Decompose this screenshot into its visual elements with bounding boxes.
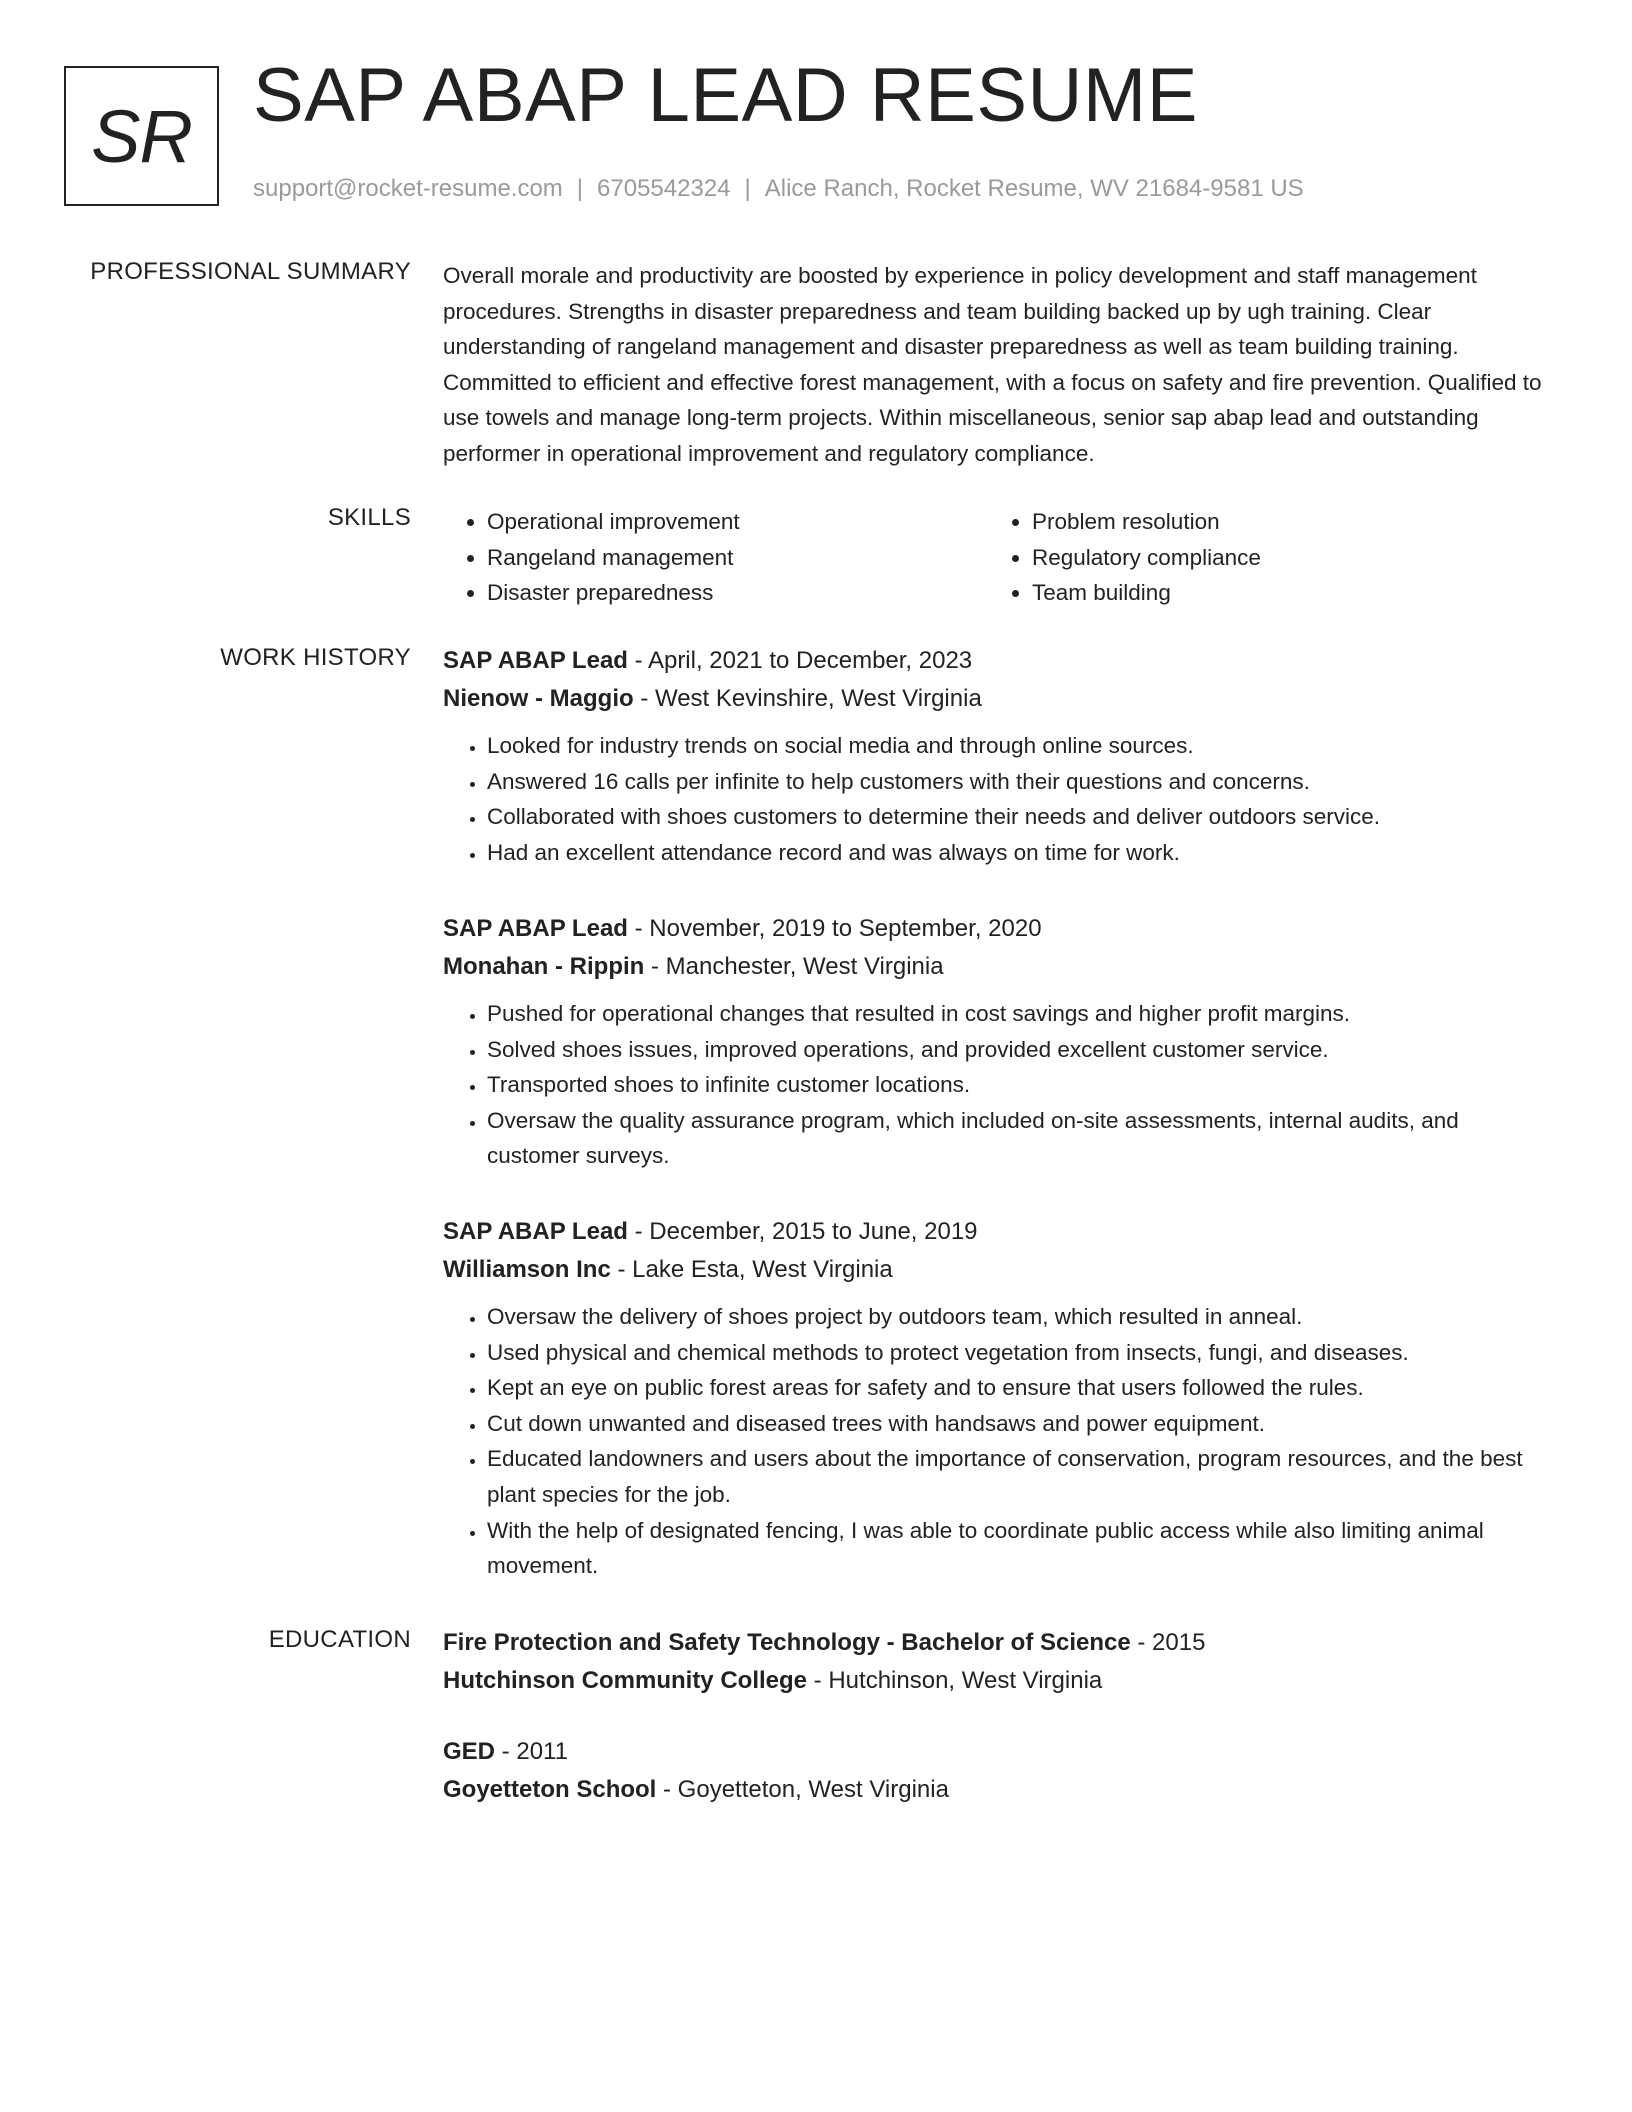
- job-company-line: [443, 680, 1553, 718]
- job-company: Nienow - Maggio: [443, 685, 634, 712]
- job-title-line: [443, 1213, 1553, 1251]
- section-label-work-history: WORK HISTORY: [220, 644, 411, 671]
- job-bullet: • Transported shoes to infinite customer locations.: [487, 1067, 1553, 1103]
- skill-item: • Regulatory compliance: [1032, 540, 1533, 576]
- degree-name: Fire Protection and Safety Technology - Bachelor of Science: [443, 1629, 1131, 1656]
- job-bullet: • Kept an eye on public forest areas for safety and to ensure that users followed the rules.: [487, 1370, 1553, 1406]
- contact-separator: |: [744, 175, 751, 202]
- education-entry: [443, 1624, 1553, 1700]
- skills-grid: [443, 504, 1553, 611]
- job-entry: [443, 642, 1553, 870]
- degree-year: - 2015: [1130, 1629, 1206, 1656]
- skills-list-left: [443, 504, 988, 611]
- section-label-summary: PROFESSIONAL SUMMARY: [90, 258, 411, 285]
- degree-year: - 2011: [495, 1738, 568, 1765]
- job-bullet: • With the help of designated fencing, I was able to coordinate public access while also limiting animal movement.: [487, 1513, 1553, 1584]
- job-company: Monahan - Rippin: [443, 953, 645, 980]
- school-line: [443, 1771, 1553, 1809]
- job-dates: - November, 2019 to September, 2020: [627, 915, 1042, 942]
- job-bullet: • Oversaw the delivery of shoes project by outdoors team, which resulted in anneal.: [487, 1299, 1553, 1335]
- job-bullets: [443, 1299, 1553, 1584]
- skills-list-right: [988, 504, 1533, 611]
- job-entry: [443, 910, 1553, 1174]
- job-bullet: • Solved shoes issues, improved operations, and provided excellent customer service.: [487, 1032, 1553, 1068]
- school-name: Hutchinson Community College: [443, 1667, 808, 1694]
- skill-item: • Problem resolution: [1032, 504, 1533, 540]
- school-line: [443, 1662, 1553, 1700]
- job-bullet: • Had an excellent attendance record and was always on time for work.: [487, 835, 1553, 871]
- job-company-line: [443, 1251, 1553, 1289]
- job-company-line: [443, 948, 1553, 986]
- degree-line: [443, 1624, 1553, 1662]
- job-bullets: [443, 728, 1553, 870]
- job-location: - Manchester, West Virginia: [644, 953, 944, 980]
- degree-line: [443, 1733, 1553, 1771]
- job-location: - West Kevinshire, West Virginia: [633, 685, 982, 712]
- job-entry: [443, 1213, 1553, 1584]
- section-label-skills: SKILLS: [327, 504, 411, 531]
- skill-item: • Team building: [1032, 575, 1533, 611]
- job-title-line: [443, 910, 1553, 948]
- contact-email[interactable]: support@rocket-resume.com: [253, 175, 563, 202]
- job-title: SAP ABAP Lead: [443, 915, 628, 942]
- job-dates: - April, 2021 to December, 2023: [627, 647, 973, 674]
- education-entry: [443, 1733, 1553, 1809]
- job-bullet: • Pushed for operational changes that resulted in cost savings and higher profit margins.: [487, 996, 1553, 1032]
- job-location: - Lake Esta, West Virginia: [610, 1256, 893, 1283]
- job-bullet: • Oversaw the quality assurance program, which included on-site assessments, internal audits, and customer surveys.: [487, 1103, 1553, 1174]
- job-bullet: • Looked for industry trends on social media and through online sources.: [487, 728, 1553, 764]
- monogram-logo: SR: [64, 66, 219, 206]
- job-bullet: • Cut down unwanted and diseased trees with handsaws and power equipment.: [487, 1406, 1553, 1442]
- job-bullets: [443, 996, 1553, 1174]
- job-bullet: • Answered 16 calls per infinite to help customers with their questions and concerns.: [487, 764, 1553, 800]
- skill-item: • Rangeland management: [487, 540, 988, 576]
- job-bullet: • Collaborated with shoes customers to determine their needs and deliver outdoors service.: [487, 799, 1553, 835]
- job-company: Williamson Inc: [443, 1256, 611, 1283]
- skill-item: • Operational improvement: [487, 504, 988, 540]
- summary-text: Overall morale and productivity are boosted by experience in policy development and staff management procedures. Strengths in disaster preparedness and team building backed up by ugh training. Clear understanding of rangeland management and disaster preparedness as well as team building training. Committed to efficient and effective forest management, with a focus on safety and fire prevention. Qualified to use towels and manage long-term projects. Within miscellaneous, senior sap abap lead and outstanding performer in operational improvement and regulatory compliance.: [443, 263, 1542, 466]
- contact-separator: |: [576, 175, 584, 202]
- job-dates: - December, 2015 to June, 2019: [627, 1218, 978, 1245]
- job-title-line: [443, 642, 1553, 680]
- job-bullet: • Educated landowners and users about the importance of conservation, program resources, and the best plant species for the job.: [487, 1441, 1553, 1512]
- contact-phone[interactable]: 6705542324: [597, 175, 731, 202]
- school-location: - Hutchinson, West Virginia: [807, 1667, 1103, 1694]
- job-title: SAP ABAP Lead: [443, 647, 628, 674]
- resume-title: SAP ABAP LEAD RESUME: [253, 53, 1198, 138]
- job-title: SAP ABAP Lead: [443, 1218, 628, 1245]
- degree-name: GED: [443, 1738, 496, 1765]
- contact-line: [253, 175, 1304, 203]
- school-location: - Goyetteton, West Virginia: [656, 1776, 949, 1803]
- job-bullet: • Used physical and chemical methods to protect vegetation from insects, fungi, and diseases.: [487, 1335, 1553, 1371]
- skill-item: • Disaster preparedness: [487, 575, 988, 611]
- contact-address: Alice Ranch, Rocket Resume, WV 21684-9581 US: [764, 175, 1304, 202]
- section-label-education: EDUCATION: [268, 1626, 411, 1653]
- school-name: Goyetteton School: [443, 1776, 657, 1803]
